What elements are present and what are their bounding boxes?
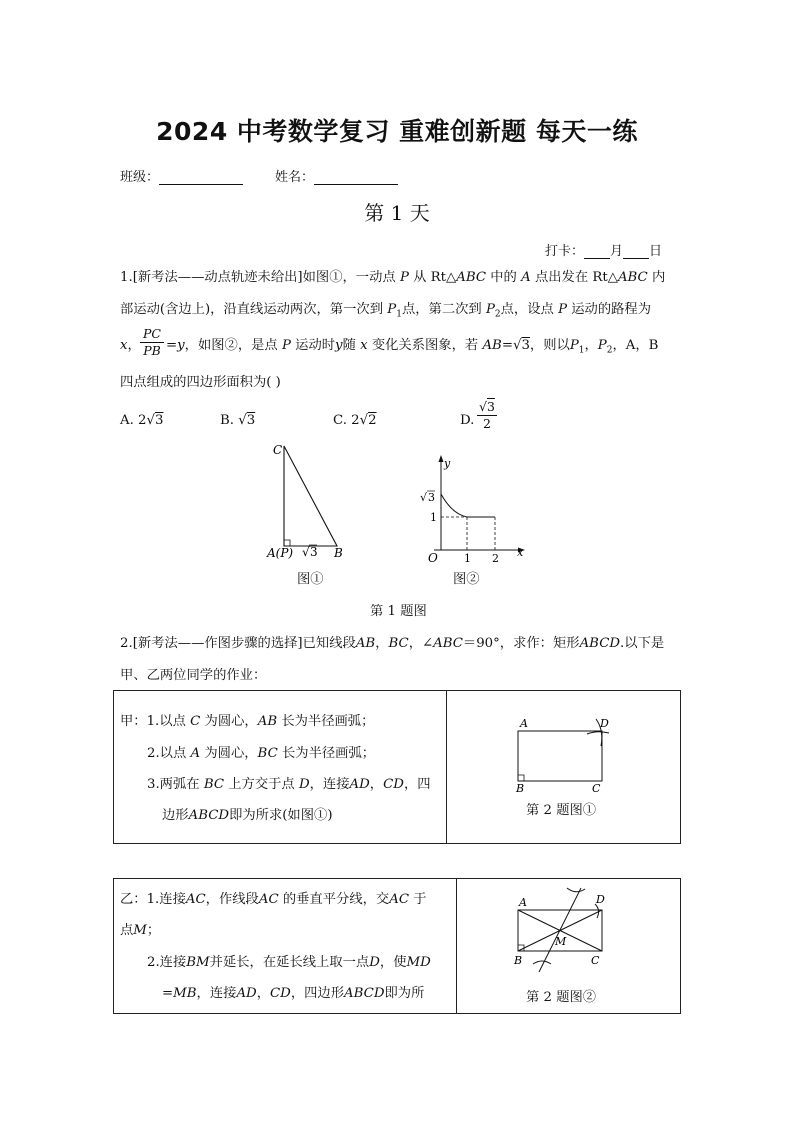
rectangle-abcd	[518, 731, 602, 781]
yi-var: MD	[406, 955, 431, 970]
yi-text: 2.连接	[147, 955, 187, 970]
option-radicand: 2	[368, 413, 377, 428]
yi-text: ，连接	[196, 986, 237, 1001]
q1-sqrt3: 3	[521, 338, 530, 353]
q1-caption: 第 1 题图	[370, 604, 427, 619]
day-title: 第 1 天	[364, 201, 430, 225]
label-b: B	[334, 546, 343, 560]
month-blank[interactable]	[584, 244, 610, 259]
right-angle-mark	[518, 775, 524, 781]
label-c: C	[592, 782, 601, 792]
option-d-num: 3	[487, 399, 495, 414]
q2-text: ＝90°，求作：矩形	[462, 636, 580, 651]
q1-text: 内	[651, 270, 666, 285]
q2-line1	[120, 636, 664, 652]
q1-line1	[120, 270, 665, 286]
jia-text: 3.两弧在	[147, 777, 200, 792]
class-blank[interactable]	[159, 170, 243, 185]
q1-sub: 2	[494, 309, 501, 320]
jia-text: 上方交于点	[228, 777, 295, 792]
q1-eq: =	[501, 338, 513, 353]
q1-text: 从 Rt△	[413, 270, 457, 285]
jia-var: AB	[257, 714, 278, 729]
q1-var-abc: ABC	[456, 270, 487, 285]
q2-sep: ，	[408, 636, 422, 651]
q1-text: 运动时	[295, 338, 336, 353]
q1-var-p1: P	[387, 302, 397, 317]
jia-text: 为圆心，	[204, 746, 258, 761]
jia-text: 即为所求(如图①)	[229, 808, 333, 823]
y-tick-1: 1	[430, 511, 437, 524]
arc-top	[567, 888, 585, 892]
q1-line3b	[166, 338, 658, 359]
q1-eq-y: =y	[166, 338, 185, 353]
jia-var: BC	[203, 777, 225, 792]
origin-label: O	[428, 551, 438, 565]
q1-figure-2	[412, 450, 532, 566]
q1-option-b[interactable]	[220, 413, 255, 429]
yi-var: D	[369, 955, 380, 970]
q1-var-a: A	[521, 270, 531, 285]
yi-text: ；	[146, 923, 161, 938]
yi-text: 的垂直平分线，交	[282, 892, 390, 907]
q1-option-a[interactable]	[120, 413, 163, 429]
jia-step2	[147, 746, 375, 762]
jia-var: AD	[349, 777, 370, 792]
sqrt-sign: √	[238, 413, 247, 428]
arc-bottom	[533, 961, 551, 964]
q2-angle: ∠ABC	[421, 636, 463, 651]
q1-text: 点，设点	[500, 302, 554, 317]
label-d: D	[600, 717, 609, 730]
yi-step3	[162, 986, 424, 1002]
yi-step1-cont	[120, 923, 160, 939]
y-arrow	[439, 455, 444, 462]
q1-text: ，如图②，是点	[184, 338, 278, 353]
q1-line3	[120, 338, 141, 354]
yi-text: 于	[413, 892, 427, 907]
q1-figure-1	[262, 436, 362, 568]
jia-text: 边形	[162, 808, 189, 823]
x-tick-1: 1	[464, 552, 471, 565]
q1-text: ，	[584, 338, 598, 353]
option-radicand: 3	[155, 413, 164, 428]
label-a: A	[519, 896, 527, 909]
yi-var: ABCD	[344, 986, 385, 1001]
yi-figure	[505, 882, 630, 978]
option-label: B.	[220, 413, 234, 428]
option-d-den: 2	[483, 416, 491, 431]
jia-figure	[505, 712, 620, 792]
q1-frac-den: PB	[143, 343, 161, 358]
checkin	[545, 240, 662, 259]
q1-line4: 四点组成的四边形面积为( )	[120, 375, 281, 390]
q1-var-p: P	[558, 302, 568, 317]
q1-text: 随	[342, 338, 356, 353]
q2-text: 已知线段	[302, 636, 356, 651]
yi-divider	[456, 878, 457, 1014]
label-a: A	[520, 717, 528, 730]
yi-text: ，	[256, 986, 270, 1001]
q1-text: 部运动(含边上)，沿直线运动两次，第一次到	[120, 302, 384, 317]
q1-text: 中的	[490, 270, 517, 285]
label-b: B	[516, 782, 525, 792]
yi-var: AD	[236, 986, 257, 1001]
sqrt-sign: √	[146, 413, 156, 428]
yi-step2	[147, 955, 431, 971]
curve-segment	[441, 494, 467, 517]
label-c: C	[591, 954, 600, 967]
jia-var: CD	[383, 777, 404, 792]
arc-2	[587, 732, 609, 734]
jia-var: C	[190, 714, 201, 729]
x-label: x	[517, 546, 524, 559]
jia-var: D	[298, 777, 310, 792]
q2-tag: [新考法——作图步骤的选择]	[132, 636, 303, 651]
sqrt-sign: √	[479, 399, 487, 414]
q1-var-x: x	[360, 338, 368, 353]
x-tick-2: 2	[492, 552, 499, 565]
yi-var: AC	[258, 892, 279, 907]
yi-var: AC	[185, 892, 206, 907]
jia-text: 2.以点	[147, 746, 187, 761]
yi-text: 并延长，在延长线上取一点	[209, 955, 370, 970]
q1-fraction	[140, 327, 164, 358]
option-radicand: 3	[246, 413, 256, 428]
sqrt-sign: √	[420, 491, 428, 504]
sqrt-sign: √	[302, 545, 310, 559]
yi-var: MB	[173, 986, 197, 1001]
q1-var-abc: ABC	[617, 270, 648, 285]
side-length: 3	[310, 545, 318, 559]
yi-text: 即为所	[384, 986, 425, 1001]
jia-divider	[446, 690, 447, 844]
jia-step4	[162, 808, 333, 824]
q2-var-ab: AB	[355, 636, 376, 651]
yi-text: 乙：1.连接	[120, 892, 186, 907]
q1-text: 变化关系图象，若	[371, 338, 479, 353]
sqrt3-tick: 3	[428, 491, 435, 504]
yi-text: ，使	[379, 955, 407, 970]
jia-text: 长为半径画弧；	[281, 746, 376, 761]
jia-text: ，连接	[309, 777, 350, 792]
name-field	[275, 166, 398, 185]
q1-var-ab: AB	[482, 338, 502, 353]
yi-step1	[120, 892, 427, 908]
y-label: y	[444, 457, 451, 470]
q1-text: 点，第二次到	[401, 302, 482, 317]
q2-var-bc: BC	[388, 636, 409, 651]
q1-sub: 1	[396, 309, 402, 320]
jia-text: ，四	[403, 777, 431, 792]
q1-text: 运动的路程为	[571, 302, 652, 317]
q1-var-p2: P	[597, 338, 607, 353]
q1-number: 1.	[120, 270, 133, 285]
option-label: D.	[460, 413, 475, 428]
name-blank[interactable]	[314, 170, 398, 185]
q2-number: 2.	[120, 636, 133, 651]
q1-text: ，A，B	[612, 338, 659, 353]
perpendicular-bisector	[539, 888, 581, 972]
jia-caption: 第 2 题图①	[526, 803, 597, 818]
q1-line2	[120, 302, 651, 323]
label-d: D	[596, 893, 605, 906]
yi-var: AC	[389, 892, 410, 907]
q1-var-x: x	[120, 338, 128, 353]
q1-text: ，	[127, 338, 141, 353]
day-blank[interactable]	[623, 244, 649, 259]
jia-var: BC	[257, 746, 278, 761]
label-a-p: A(P)	[267, 546, 294, 560]
fig1-caption: 图①	[297, 572, 324, 587]
label-m: M	[555, 935, 567, 948]
q2-sep: ，	[375, 636, 389, 651]
label-b: B	[514, 954, 523, 967]
q2-text: .以下是	[620, 636, 665, 651]
jia-var: A	[190, 746, 201, 761]
q1-text: ，则以	[529, 338, 570, 353]
yi-text: =	[162, 986, 174, 1001]
sqrt-sign: √	[359, 413, 369, 428]
jia-text: 甲：1.以点	[120, 714, 186, 729]
jia-var: ABCD	[188, 808, 230, 823]
q2-line2: 甲、乙两位同学的作业：	[120, 668, 267, 683]
yi-var: BM	[186, 955, 210, 970]
class-label: 班级：	[120, 170, 160, 185]
q1-text: 如图①，一动点	[302, 270, 396, 285]
checkin-label: 打卡：	[545, 244, 585, 259]
option-label: A. 2	[120, 413, 147, 428]
arc-d	[595, 904, 599, 918]
option-label: C. 2	[333, 413, 360, 428]
jia-text: 为圆心，	[204, 714, 258, 729]
jia-text: ，	[369, 777, 384, 792]
q1-sub: 1	[578, 345, 585, 356]
q1-option-c[interactable]	[333, 413, 377, 429]
fig2-caption: 图②	[453, 572, 480, 587]
q1-text: 点出发在 Rt△	[534, 270, 618, 285]
q1-frac-num: PC	[143, 326, 161, 341]
jia-text: 长为半径画弧；	[281, 714, 375, 729]
page-title: 2024 中考数学复习 重难创新题 每天一练	[156, 117, 638, 146]
triangle-abc	[284, 446, 337, 546]
sqrt-sign: √	[512, 338, 522, 353]
q1-var-p2: P	[485, 302, 495, 317]
class-field	[120, 166, 243, 185]
yi-text: ，四边形	[290, 986, 345, 1001]
day-label: 日	[649, 244, 663, 259]
q1-var-p1: P	[569, 338, 579, 353]
jia-step1	[120, 714, 374, 730]
q1-var-p: P	[399, 270, 409, 285]
label-c: C	[273, 443, 283, 457]
q1-option-d[interactable]	[460, 413, 474, 429]
month-label: 月	[610, 244, 624, 259]
yi-var: M	[133, 923, 147, 938]
jia-step3	[147, 777, 431, 793]
q2-var-abcd: ABCD	[579, 636, 621, 651]
q1-var-y: y	[335, 338, 343, 353]
q1-option-d-fraction	[477, 400, 497, 431]
q1-tag: [新考法——动点轨迹未给出]	[132, 270, 303, 285]
q1-sub: 2	[606, 345, 613, 356]
yi-caption: 第 2 题图②	[526, 990, 597, 1005]
yi-var: CD	[270, 986, 291, 1001]
q1-var-p: P	[281, 338, 291, 353]
name-label: 姓名：	[275, 170, 315, 185]
yi-text: ，作线段	[205, 892, 259, 907]
yi-text: 点	[120, 923, 134, 938]
